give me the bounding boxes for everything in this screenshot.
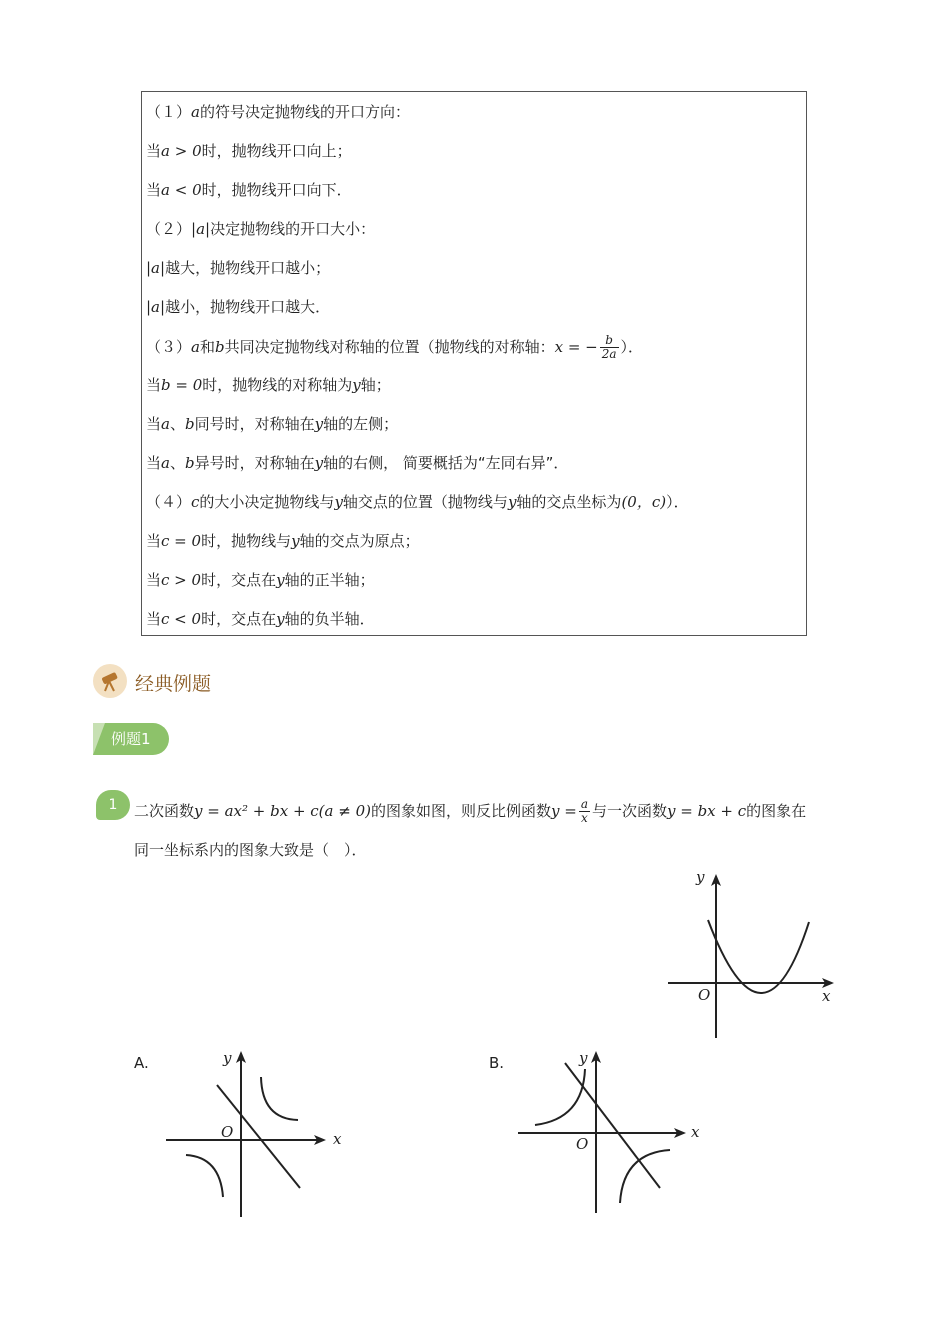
box-line-13: 当c > 0时，交点在y轴的正半轴； <box>146 571 375 589</box>
y-axis-label: y <box>579 1049 588 1067</box>
box-line-3: 当a < 0时，抛物线开口向下． <box>146 181 352 199</box>
box-line-4: （２）|a|决定抛物线的开口大小： <box>146 220 376 238</box>
example-tag: 例题1 <box>93 723 169 755</box>
fraction-a-over-x: $\frac{a}{x}$ <box>580 797 588 825</box>
parabola-graph <box>668 870 838 1040</box>
telescope-icon <box>93 664 127 698</box>
origin-label: O <box>576 1135 589 1153</box>
option-a-label: A. <box>134 1054 149 1072</box>
fraction-b-over-2a: $\frac{b}{2a}$ <box>601 333 617 361</box>
box-line-6: |a|越小，抛物线开口越大． <box>146 298 331 316</box>
box-line-14: 当c < 0时，交点在y轴的负半轴． <box>146 610 375 628</box>
y-axis-label: y <box>696 868 705 886</box>
box-line-1: （１）a的符号决定抛物线的开口方向： <box>146 103 410 121</box>
box-line-7: （３）a和b共同决定抛物线对称轴的位置（抛物线的对称轴：x = − $\frac{b}{2a}$ ）． <box>146 333 644 361</box>
box-line-8: 当b = 0时，抛物线的对称轴为y轴； <box>146 376 391 394</box>
box-line-10: 当a、b异号时，对称轴在y轴的右侧， 简要概括为“左同右异”． <box>146 454 569 472</box>
box-line-2: 当a > 0时，抛物线开口向上； <box>146 142 352 160</box>
box-line-11: （４）c的大小决定抛物线与y轴交点的位置（抛物线与y轴的交点坐标为(0，c)）． <box>146 493 689 511</box>
option-b-graph <box>515 1045 715 1220</box>
option-a-graph <box>160 1045 350 1220</box>
knowledge-box <box>141 91 807 636</box>
option-b-label: B. <box>489 1054 505 1072</box>
question-number-badge: 1 <box>96 790 130 820</box>
question-line-1: 二次函数y = ax² + bx + c(a ≠ 0)的图象如图，则反比例函数y = $\frac{a}{x}$ 与一次函数y = bx + c的图象在 <box>134 797 807 825</box>
y-axis-label: y <box>223 1049 232 1067</box>
x-axis-label: x <box>691 1123 700 1141</box>
box-line-12: 当c = 0时，抛物线与y轴的交点为原点； <box>146 532 420 550</box>
x-axis-label: x <box>822 987 831 1005</box>
question-line-2: 同一坐标系内的图象大致是（ ）． <box>134 841 367 859</box>
box-line-5: |a|越大，抛物线开口越小； <box>146 259 331 277</box>
origin-label: O <box>221 1123 234 1141</box>
x-axis-label: x <box>333 1130 342 1148</box>
origin-label: O <box>698 986 711 1004</box>
section-title: 经典例题 <box>135 673 212 695</box>
box-line-9: 当a、b同号时，对称轴在y轴的左侧； <box>146 415 399 433</box>
